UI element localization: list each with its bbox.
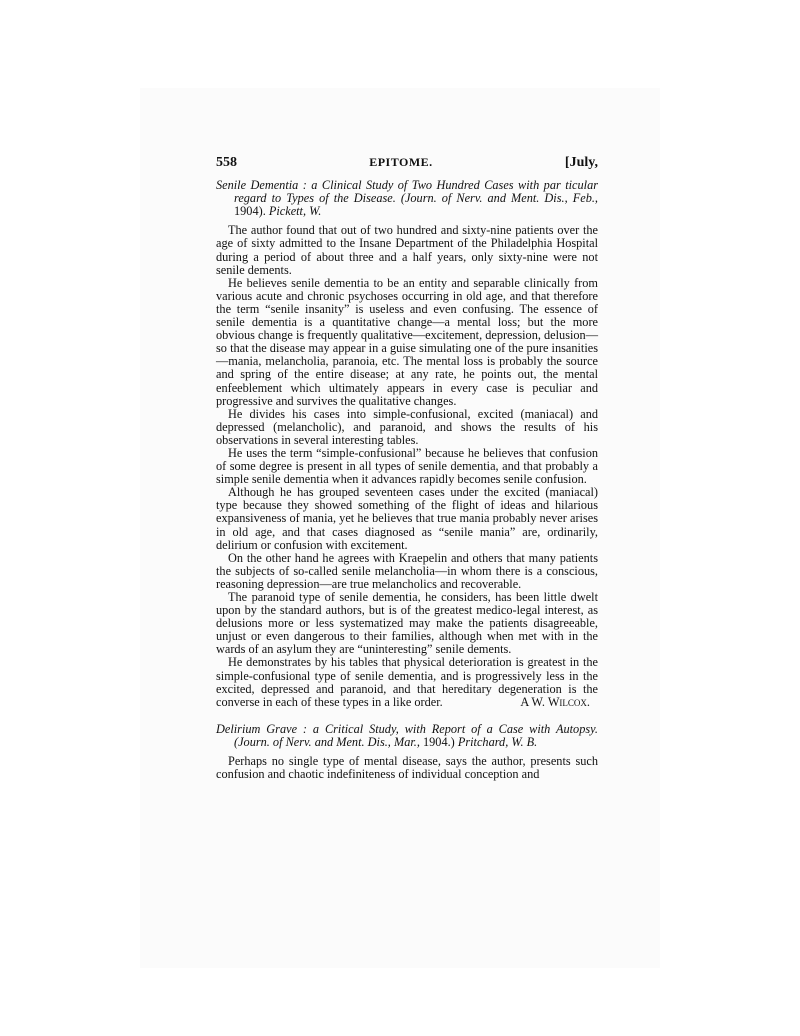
article1-heading-title: Senile Dementia : a Clinical Study of Two Hundred Cases with par ticular regard to Types of the Disease. (Journ. of Nerv. and Ment. Dis., Feb., [216,178,598,206]
section-gap [216,709,598,723]
running-header [216,156,598,169]
article1-paragraph: He uses the term “simple-confusional” because he believes that confusion of some degree is present in all types of senile dementia, and that probably a simple senile dementia when it advances rapidly becomes senile confusion. [216,445,598,487]
article1-paragraph: He believes senile dementia to be an entity and separable clinically from various acute and chronic psychoses occurring in old age, and that therefore the term “senile insanity” is useless and even confusing. The essence of senile dementia is a quantitative change—a mental loss; but the more obvious change is frequently qualitative—excitement, depression, delusion—so that the disease may appear in a guise simulating one of the pure insanities—mania, melancholia, paranoia, etc. The mental loss is probably the source and spring of the entire disease; at any rate, he points out, the mental enfeeblement which ultimately appears in every case is peculiar and progressive and survives the qualitative changes. [216,275,598,408]
article1-heading [216,179,598,218]
article1-paragraph: The paranoid type of senile dementia, he considers, has been little dwelt upon by the standard authors, but is of the greatest medico-legal interest, as delusions more or less systematized may make the patients disagreeable, unjust or even dangerous to their families, although when met with in the wards of an asylum they are “uninteresting” senile dements. [216,590,598,657]
page-number: 558 [216,155,237,170]
article2-heading-title: Delirium Grave : a Critical Study, with Report of a Case with Autopsy. (Journ. of Nerv. and Ment. Dis., Mar., [216,721,598,750]
article1-paragraph: On the other hand he agrees with Kraepelin and others that many patients the subjects of so-called senile melancholia—in whom there is a conscious, reasoning depression—are true melancholics and recoverable. [216,550,598,591]
article2-heading-author: Pritchard, W. B. [457,735,538,750]
article1-signature: A W. Wilcox. [520,694,590,709]
article1-heading-year: 1904). [234,204,266,219]
article1-paragraph: He demonstrates by his tables that physical deterioration is greatest in the simple-confusional type of senile dementia, and is progressively less in the excited, depressed and paranoid, and that hereditary degeneration is the converse in each of these types in a like order. [216,655,598,709]
article2-paragraph: Perhaps no single type of mental disease, says the author, presents such confusion and chaotic indefiniteness of individual conception and [216,754,598,782]
document-page [216,156,598,781]
running-title: EPITOME. [369,155,433,169]
article2-heading [216,723,598,749]
article1-heading-author: Pickett, W. [268,204,322,219]
article1-paragraph: Although he has grouped seventeen cases under the excited (maniacal) type because they showed something of the flight of ideas and hilarious expansiveness of mania, yet he believes that true mania probably never arises in old age, and that cases diagnosed as “senile mania” are, ordinarily, delirium or confusion with excitement. [216,485,598,552]
running-date: [July, [564,155,598,170]
article1-paragraph: The author found that out of two hundred and sixty-nine patients over the age of sixty admitted to the Insane Department of the Philadelphia Hospital during a period of about three and a half years, only sixty-nine were not senile dements. [216,223,598,277]
article1-paragraph: He divides his cases into simple-confusional, excited (maniacal) and depressed (melancholic), and paranoid, and shows the results of his observations in several interesting tables. [216,406,598,447]
article2-heading-year: 1904.) [423,735,455,750]
